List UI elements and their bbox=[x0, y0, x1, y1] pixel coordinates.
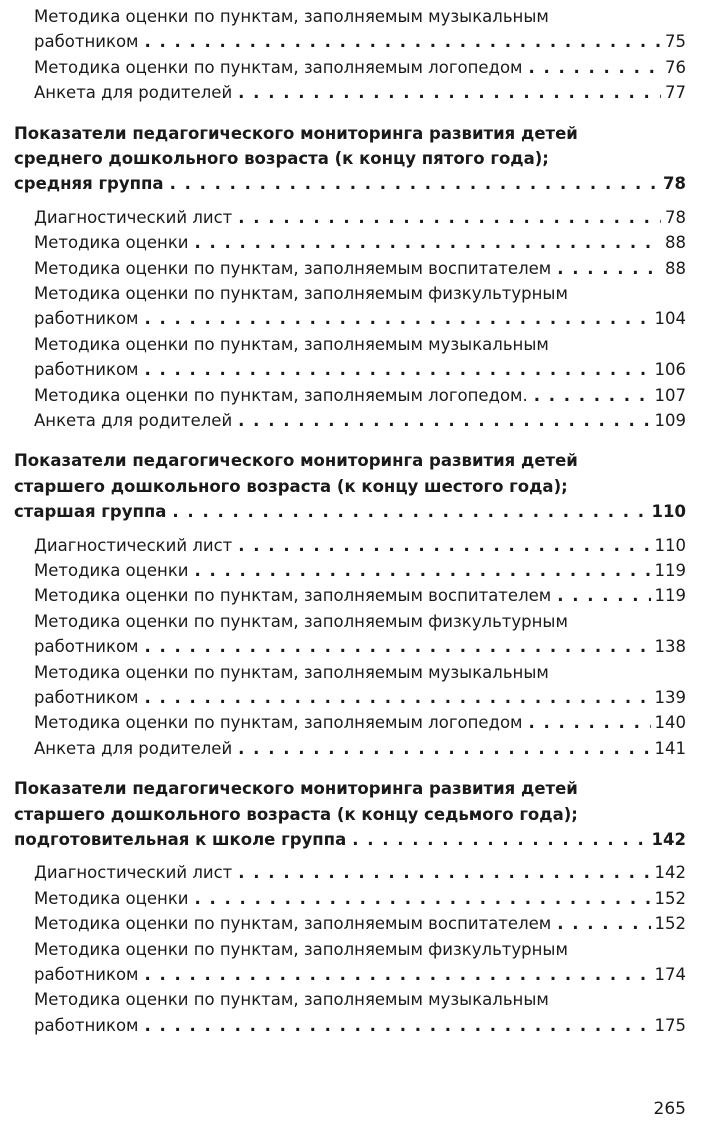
toc-entry-text: Методика оценки bbox=[34, 889, 189, 908]
toc-page-number: 139 bbox=[654, 688, 686, 707]
toc-entry-line bbox=[34, 308, 686, 330]
dot-leader bbox=[238, 410, 650, 432]
dot-leader bbox=[145, 31, 662, 53]
dot-leader bbox=[238, 862, 650, 884]
dot-leader bbox=[557, 258, 661, 280]
toc-page-number: 152 bbox=[654, 914, 686, 933]
toc-entry-line bbox=[34, 334, 708, 356]
toc-entry-text: Методика оценки по пунктам, заполняемым воспитателем bbox=[34, 259, 552, 278]
dot-leader bbox=[238, 82, 661, 104]
toc-entry-text: Диагностический лист bbox=[34, 863, 233, 882]
toc-entry-text: работником bbox=[34, 1016, 139, 1035]
toc-page-number: 141 bbox=[654, 739, 686, 758]
toc-entry-line bbox=[34, 560, 686, 582]
toc-page-number: 119 bbox=[654, 586, 686, 605]
toc-page-number: 76 bbox=[665, 58, 686, 77]
toc-page-number: 106 bbox=[654, 360, 686, 379]
page-number: 265 bbox=[653, 1099, 686, 1119]
dot-leader bbox=[528, 712, 650, 734]
toc-entry-text: Методика оценки по пунктам, заполняемым логопедом. bbox=[34, 386, 528, 405]
toc-entry-line bbox=[34, 862, 686, 884]
toc-entry-line bbox=[34, 687, 686, 709]
toc-entry-text: Методика оценки по пунктам, заполняемым музыкальным bbox=[34, 7, 549, 26]
toc-entry-line bbox=[34, 888, 686, 910]
toc-entry-text: Анкета для родителей bbox=[34, 411, 233, 430]
toc-entry-line bbox=[34, 964, 686, 986]
toc-heading-line bbox=[14, 804, 708, 826]
toc-entry-line bbox=[34, 989, 708, 1011]
dot-leader bbox=[238, 535, 650, 557]
toc-page-number: 88 bbox=[665, 259, 686, 278]
dot-leader bbox=[145, 359, 651, 381]
toc-page-number: 75 bbox=[665, 32, 686, 51]
toc-heading-text: средняя группа bbox=[14, 174, 164, 193]
toc-heading-text: Показатели педагогического мониторинга развития детей bbox=[14, 124, 578, 143]
dot-leader bbox=[195, 888, 651, 910]
toc-page-number: 77 bbox=[665, 83, 686, 102]
toc-page-number: 110 bbox=[651, 502, 686, 521]
dot-leader bbox=[172, 501, 647, 523]
toc-entry-line bbox=[34, 636, 686, 658]
toc-entry-text: Методика оценки по пунктам, заполняемым музыкальным bbox=[34, 990, 549, 1009]
toc-heading-text: Показатели педагогического мониторинга развития детей bbox=[14, 779, 578, 798]
toc-heading-text: подготовительная к школе группа bbox=[14, 830, 347, 849]
dot-leader bbox=[534, 385, 651, 407]
toc-heading-line bbox=[14, 173, 686, 195]
toc-entry-line bbox=[34, 57, 686, 79]
toc-entry-line bbox=[34, 31, 686, 53]
toc-heading-line bbox=[14, 501, 686, 523]
dot-leader bbox=[557, 913, 650, 935]
toc-page-number: 88 bbox=[665, 233, 686, 252]
toc-entry-line bbox=[34, 939, 708, 961]
toc-entry-text: Методика оценки по пунктам, заполняемым воспитателем bbox=[34, 586, 552, 605]
toc-entry-text: Методика оценки по пунктам, заполняемым физкультурным bbox=[34, 284, 568, 303]
toc-heading-text: старшая группа bbox=[14, 502, 167, 521]
toc-heading-line bbox=[14, 829, 686, 851]
toc-page-number: 110 bbox=[654, 536, 686, 555]
toc-heading-text: среднего дошкольного возраста (к концу пятого года); bbox=[14, 149, 549, 168]
toc-entry-line bbox=[34, 207, 686, 229]
toc-page-number: 142 bbox=[654, 863, 686, 882]
toc-heading-line bbox=[14, 476, 708, 498]
toc-heading-text: Показатели педагогического мониторинга развития детей bbox=[14, 451, 578, 470]
toc-heading-text: старшего дошкольного возраста (к концу седьмого года); bbox=[14, 805, 578, 824]
toc-page-number: 152 bbox=[654, 889, 686, 908]
toc-entry-text: Анкета для родителей bbox=[34, 83, 233, 102]
toc-heading-line bbox=[14, 450, 708, 472]
toc-entry-text: работником bbox=[34, 965, 139, 984]
dot-leader bbox=[170, 173, 659, 195]
dot-leader bbox=[528, 57, 661, 79]
toc-heading-line bbox=[14, 123, 708, 145]
toc-heading-text: старшего дошкольного возраста (к концу шестого года); bbox=[14, 477, 568, 496]
toc-page-number: 78 bbox=[663, 174, 686, 193]
dot-leader bbox=[145, 308, 651, 330]
toc-page-number: 174 bbox=[654, 965, 686, 984]
dot-leader bbox=[238, 207, 661, 229]
toc-page-number: 138 bbox=[654, 637, 686, 656]
toc-entry-text: работником bbox=[34, 360, 139, 379]
toc-entry-text: Методика оценки по пунктам, заполняемым логопедом bbox=[34, 713, 523, 732]
toc-entry-text: Методика оценки по пунктам, заполняемым воспитателем bbox=[34, 914, 552, 933]
toc-entry-text: Методика оценки по пунктам, заполняемым музыкальным bbox=[34, 335, 549, 354]
toc-entry-text: Методика оценки bbox=[34, 561, 189, 580]
dot-leader bbox=[145, 636, 651, 658]
dot-leader bbox=[145, 687, 651, 709]
toc-entry-line bbox=[34, 232, 686, 254]
toc-entry-text: Анкета для родителей bbox=[34, 739, 233, 758]
toc-entry-line bbox=[34, 6, 708, 28]
toc-entry-text: Методика оценки по пунктам, заполняемым музыкальным bbox=[34, 663, 549, 682]
toc-page-number: 104 bbox=[654, 309, 686, 328]
toc-entry-line bbox=[34, 611, 708, 633]
toc-entry-line bbox=[34, 1015, 686, 1037]
toc-entry-text: Методика оценки по пунктам, заполняемым логопедом bbox=[34, 58, 523, 77]
toc-page-number: 140 bbox=[654, 713, 686, 732]
toc-page-number: 109 bbox=[654, 411, 686, 430]
toc-entry-line bbox=[34, 535, 686, 557]
toc-entry-text: работником bbox=[34, 637, 139, 656]
dot-leader bbox=[145, 964, 651, 986]
dot-leader bbox=[557, 585, 650, 607]
toc-entry-text: Диагностический лист bbox=[34, 208, 233, 227]
toc-entry-line bbox=[34, 82, 686, 104]
toc-entry-line bbox=[34, 585, 686, 607]
toc-entry-line bbox=[34, 410, 686, 432]
toc-entry-text: Методика оценки bbox=[34, 233, 189, 252]
toc-entry-text: работником bbox=[34, 32, 139, 51]
dot-leader bbox=[352, 829, 647, 851]
toc-heading-line bbox=[14, 148, 708, 170]
toc-entry-line bbox=[34, 283, 708, 305]
toc-page-number: 119 bbox=[654, 561, 686, 580]
dot-leader bbox=[195, 560, 651, 582]
toc-heading-line bbox=[14, 778, 708, 800]
toc-page-number: 142 bbox=[651, 830, 686, 849]
toc-entry-line bbox=[34, 913, 686, 935]
toc-entry-line bbox=[34, 738, 686, 760]
toc-entry-line bbox=[34, 662, 708, 684]
toc-entry-text: Методика оценки по пунктам, заполняемым физкультурным bbox=[34, 940, 568, 959]
toc-entry-line bbox=[34, 712, 686, 734]
toc-entry-line bbox=[34, 359, 686, 381]
toc-page-number: 107 bbox=[654, 386, 686, 405]
toc-page-number: 175 bbox=[654, 1016, 686, 1035]
dot-leader bbox=[238, 738, 650, 760]
dot-leader bbox=[195, 232, 661, 254]
toc-entry-text: работником bbox=[34, 309, 139, 328]
toc-entry-text: работником bbox=[34, 688, 139, 707]
toc-entry-line bbox=[34, 385, 686, 407]
toc-entry-text: Методика оценки по пунктам, заполняемым физкультурным bbox=[34, 612, 568, 631]
toc-entry-text: Диагностический лист bbox=[34, 536, 233, 555]
toc-page-number: 78 bbox=[665, 208, 686, 227]
dot-leader bbox=[145, 1015, 651, 1037]
toc-entry-line bbox=[34, 258, 686, 280]
